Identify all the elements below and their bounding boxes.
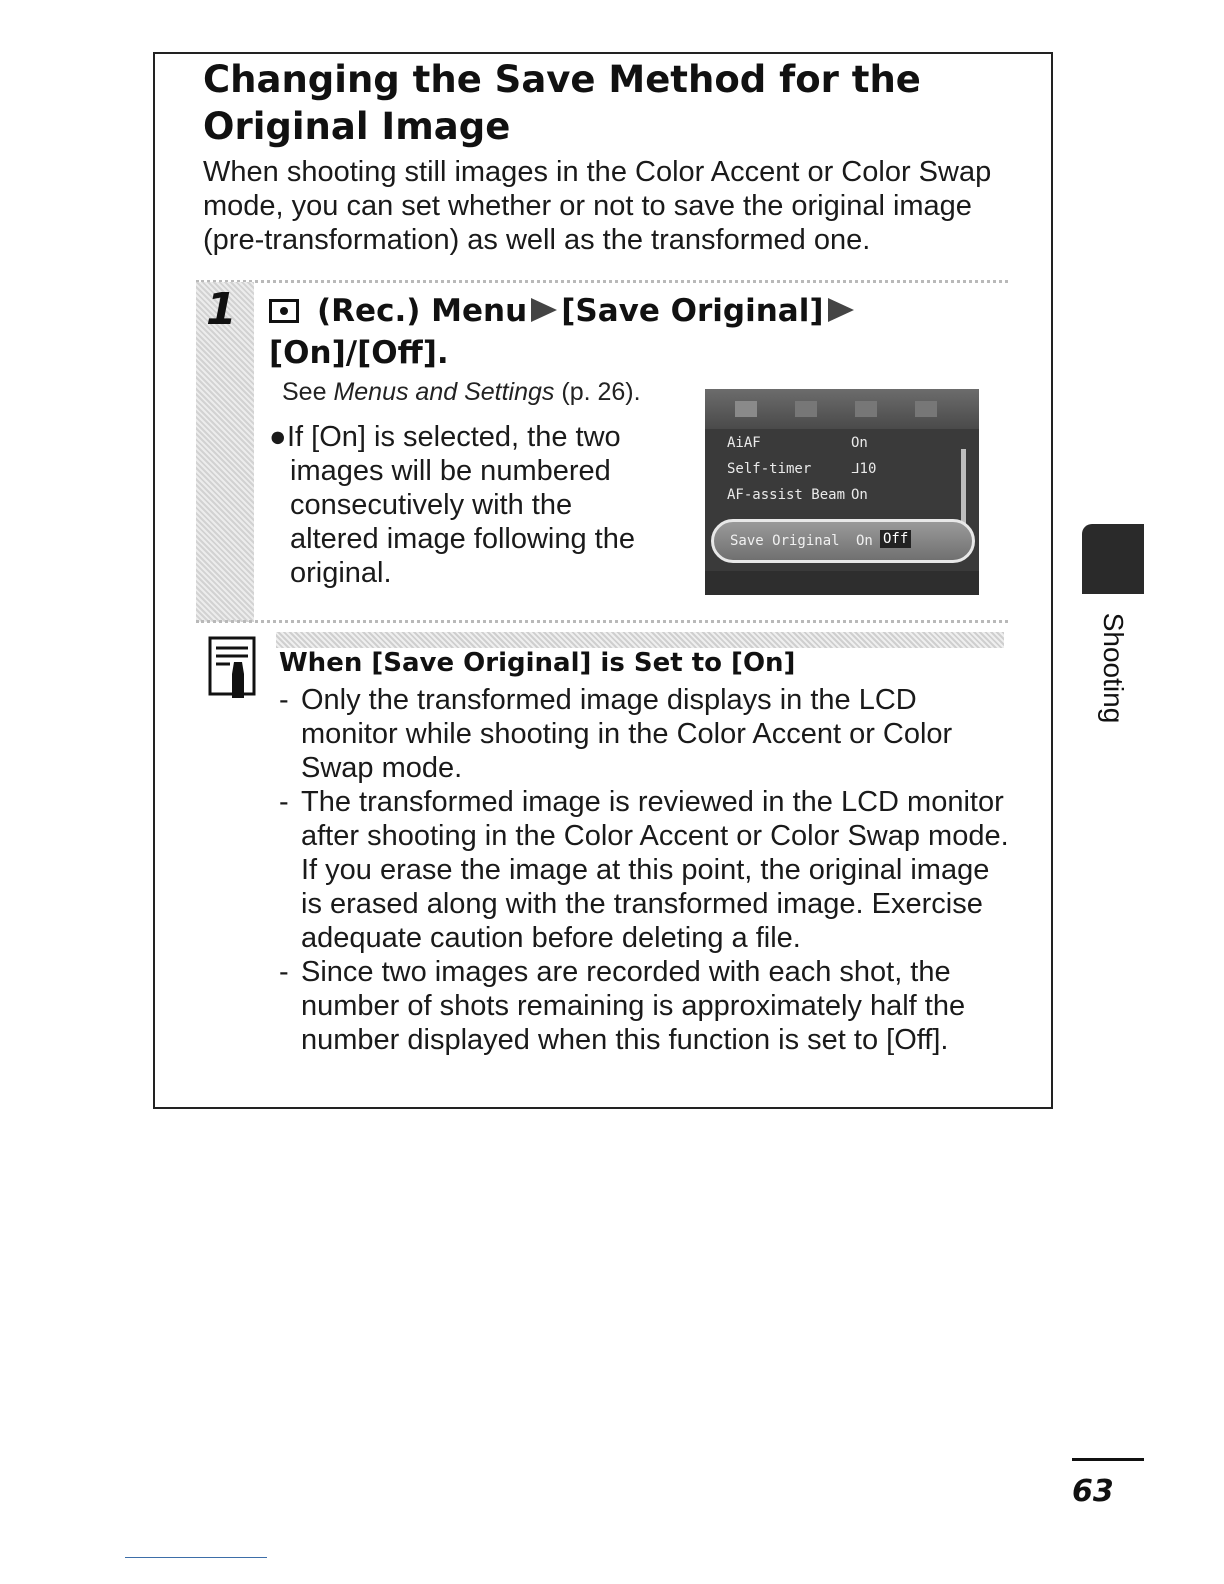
lcd-menu-row-partial	[705, 571, 979, 595]
lcd-row-value: On	[851, 435, 868, 451]
intro-paragraph: When shooting still images in the Color Accent or Color Swap mode, you can set whether or not to save the original image (pre-transformation) as well as the transformed one.	[203, 156, 992, 256]
note-heading: When [Save Original] is Set to [On]	[279, 648, 796, 678]
lcd-option-off: Off	[880, 530, 911, 548]
arrow-right-icon	[531, 298, 557, 322]
note-item	[279, 955, 1009, 1057]
note-item-text: Since two images are recorded with each shot, the number of shots remaining is approximately half the number displayed when this function is set to [Off].	[301, 956, 966, 1056]
lcd-row-value: ᒧ10	[851, 461, 877, 477]
note-item	[279, 683, 1009, 785]
lcd-option-on: On	[856, 533, 873, 549]
see-link-text: Menus and Settings	[333, 378, 555, 406]
lcd-row-label: Self-timer	[727, 461, 812, 477]
note-item	[279, 785, 1009, 955]
lcd-tab	[795, 401, 817, 417]
list-dash: -	[279, 786, 289, 818]
arrow-right-icon	[828, 298, 854, 322]
page-title: Changing the Save Method for the Original Image	[203, 58, 921, 148]
lcd-menu-screenshot	[705, 389, 979, 595]
section-tab-marker	[1082, 524, 1144, 594]
step-number: 1	[206, 284, 237, 335]
lcd-menu-row	[727, 431, 967, 455]
record-mode-icon	[269, 299, 299, 323]
lcd-selected-label: Save Original	[730, 533, 840, 549]
step-title	[269, 290, 969, 374]
page-number-rule	[1072, 1458, 1144, 1461]
lcd-tab	[855, 401, 877, 417]
section-tab-label: Shooting	[1098, 612, 1129, 724]
footer-rule	[125, 1557, 267, 1558]
note-item-text: Only the transformed image displays in the LCD monitor while shooting in the Color Accent or Color Swap mode.	[301, 684, 953, 784]
lcd-row-label: AiAF	[727, 435, 761, 451]
step-bullet	[269, 420, 669, 590]
list-dash: -	[279, 956, 289, 988]
page-number: 63	[1072, 1474, 1114, 1509]
note-band	[276, 632, 1004, 648]
note-list	[279, 683, 1009, 1057]
lcd-row-label: AF-assist Beam	[727, 487, 846, 503]
step-options-text: [On]/[Off].	[269, 335, 449, 371]
step-menu-text: (Rec.) Menu	[317, 293, 528, 329]
lcd-row-value: On	[851, 487, 868, 503]
bullet-line: If [On] is selected, the two	[287, 421, 621, 453]
lcd-selected-row	[711, 519, 975, 563]
bullet-dot-icon: ●	[269, 421, 287, 453]
note-item-text: The transformed image is reviewed in the LCD monitor after shooting in the Color Accent or Color Swap mode. If you erase the image at this point, the original image is erased along with the transformed image. Exercise adequate caution before deleting a file.	[301, 786, 1009, 954]
see-suffix: (p. 26).	[554, 378, 641, 406]
lcd-menu-row	[727, 457, 967, 481]
see-reference	[282, 378, 641, 407]
memo-note-icon	[208, 636, 258, 700]
bullet-line: consecutively with the	[290, 489, 573, 521]
bullet-line: original.	[290, 557, 392, 589]
bullet-line: altered image following the	[290, 523, 635, 555]
step-divider-bottom	[196, 620, 1008, 623]
see-prefix: See	[282, 378, 334, 406]
lcd-menu-tabs	[705, 389, 979, 429]
lcd-tab	[915, 401, 937, 417]
bullet-line: images will be numbered	[290, 455, 611, 487]
list-dash: -	[279, 684, 289, 716]
camera-tab-icon	[735, 401, 757, 417]
lcd-menu-row	[727, 483, 967, 507]
step-setting-text: [Save Original]	[561, 293, 824, 329]
step-divider-top	[196, 280, 1008, 283]
